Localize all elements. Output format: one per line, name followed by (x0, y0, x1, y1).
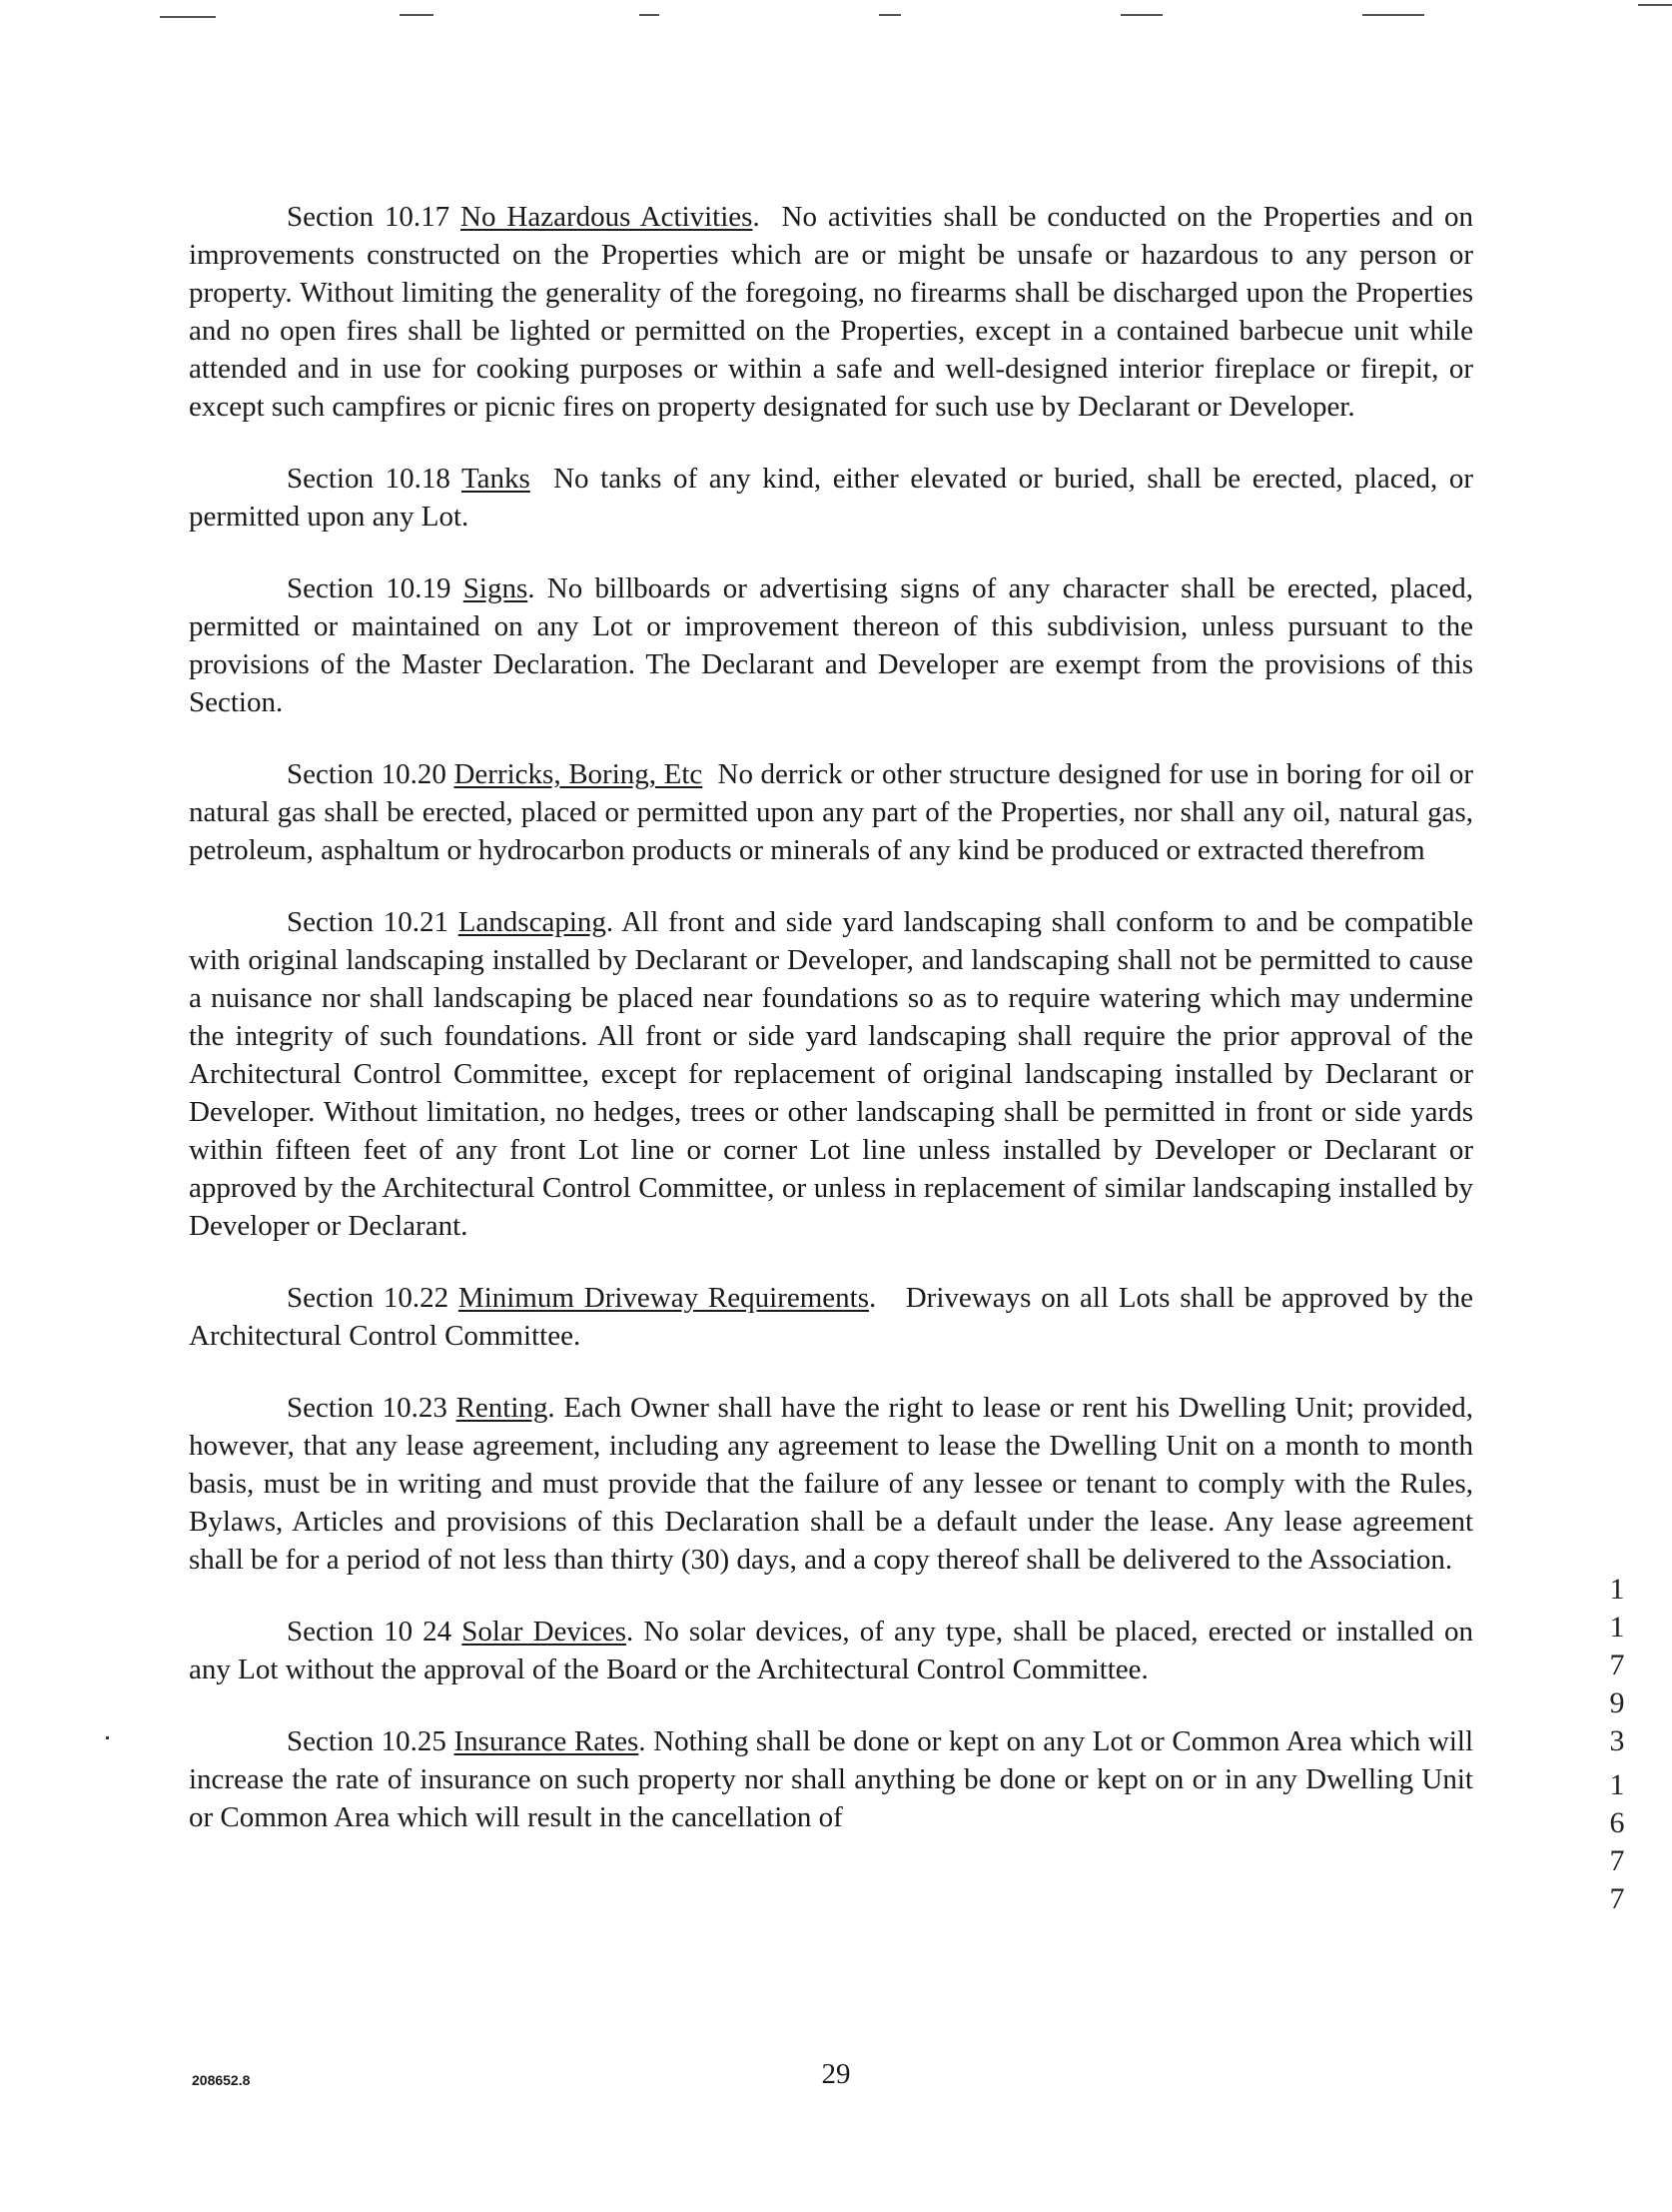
section-heading: Solar Devices (461, 1616, 627, 1648)
recording-number-bottom: 1 6 7 7 (1609, 1768, 1625, 1915)
section-heading: Minimum Driveway Requirements (457, 1282, 869, 1314)
section-10-24: Section 10 24 Solar Devices. No solar devices, of any type, shall be placed, erected or installed on any Lot without the approval of the Board or the Architectural Control Committee. (189, 1616, 1473, 1685)
section-10-23: Section 10.23 Renting. Each Owner shall have the right to lease or rent his Dwelling Unit; provided, however, that any lease agreement, including any agreement to lease the Dwelling Unit on a month to month basis, must be in writing and must provide that the failure of any lessee or tenant to comply with the Rules, Bylaws, Articles and provisions of this Declaration shall be a default under the lease. Any lease agreement shall be for a period of not less than thirty (30) days, and a copy thereof shall be delivered to the Association. (189, 1392, 1474, 1576)
section-text: Each Owner shall have the right to lease or rent his Dwelling Unit; provided, however, that any lease agreement, including any agreement to lease the Dwelling Unit on a month to month basis, must be in writing and must provide that the failure of any lessee or tenant to comply with the Rules, Bylaws, Articles and provisions of this Declaration shall be a default under the lease. Any lease agreement shall be for a period of not less than thirty (30) days, and a copy thereof shall be delivered to the Association. (189, 1392, 1474, 1576)
section-10-21: Section 10.21 Landscaping. All front and side yard landscaping shall conform to and be compatible with original landscaping installed by Declarant or Developer, and landscaping shall not be permitted to cause a nuisance nor shall landscaping be placed near foundations so as to require watering which may undermine the integrity of such foundations. All front or side yard landscaping shall require the prior approval of the Architectural Control Committee, except for replacement of original landscaping installed by Declarant or Developer. Without limitation, no hedges, trees or other landscaping shall be permitted in front or side yards within fifteen feet of any front Lot line or corner Lot line unless installed by Developer or Declarant or approved by the Architectural Control Committee, or unless in replacement of similar landscaping installed by Developer or Declarant. (189, 906, 1473, 1242)
section-heading: No Hazardous Activities (460, 201, 753, 233)
section-number: Section 10.19 (287, 572, 451, 604)
section-10-20 (189, 755, 1473, 869)
section-number: Section 10.22 (287, 1282, 449, 1314)
section-text: Driveways on all Lots shall be approved by the Architectural Control Committee. (189, 1282, 1473, 1352)
section-number: Section 10.25 (287, 1725, 446, 1757)
section-heading: Insurance Rates (453, 1725, 639, 1757)
section-number: Section 10.20 (287, 758, 446, 790)
section-text: Nothing shall be done or kept on any Lot or Common Area which will increase the rate of insurance on such property nor shall anything be done or kept on or in any Dwelling Unit or Common Area which will result in the cancellation of (189, 1725, 1474, 1833)
section-text: No billboards or advertising signs of any character shall be erected, placed, permitted or maintained on any Lot or improvement thereon of this subdivision, unless pursuant to the provisions of the Master Declaration. The Declarant and Developer are exempt from the provisions of this Section. (189, 572, 1473, 718)
section-text: No derrick or other structure designed for use in boring for oil or natural gas shall be erected, placed or permitted upon any part of the Properties, nor shall any oil, natural gas, petroleum, asphaltum or hydrocarbon products or minerals of any kind be produced or extracted therefrom (189, 758, 1474, 866)
section-heading: Renting (455, 1392, 548, 1424)
document-id: 208652.8 (192, 2072, 251, 2088)
section-10-19: Section 10.19 Signs. No billboards or advertising signs of any character shall be erected, placed, permitted or maintained on any Lot or improvement thereon of this subdivision, unless pursuant to the provisions of the Master Declaration. The Declarant and Developer are exempt from the provisions of this Section. (189, 572, 1473, 718)
section-text: All front and side yard landscaping shall conform to and be compatible with original landscaping installed by Declarant or Developer, and landscaping shall not be permitted to cause a nuisance nor shall landscaping be placed near foundations so as to require watering which may undermine the integrity of such foundations. All front or side yard landscaping shall require the prior approval of the Architectural Control Committee, except for replacement of original landscaping installed by Declarant or Developer. Without limitation, no hedges, trees or other landscaping shall be permitted in front or side yards within fifteen feet of any front Lot line or corner Lot line unless installed by Developer or Declarant or approved by the Architectural Control Committee, or unless in replacement of similar landscaping installed by Developer or Declarant. (189, 906, 1473, 1242)
scan-speck (106, 1736, 109, 1739)
section-text: No activities shall be conducted on the Properties and on improvements constructed on the Properties which are or might be unsafe or hazardous to any person or property. Without limiting the generality of the foregoing, no firearms shall be discharged upon the Properties and no open fires shall be lighted or permitted on the Properties, except in a contained barbecue unit while attended and in use for cooking purposes or within a safe and well-designed interior fireplace or firepit, or except such campfires or picnic fires on property designated for such use by Declarant or Developer. (189, 201, 1473, 423)
section-text: No tanks of any kind, either elevated or buried, shall be erected, placed, or permitted upon any Lot. (189, 463, 1473, 533)
section-number: Section 10.23 (287, 1392, 447, 1424)
document-body (189, 198, 1473, 1870)
section-number: Section 10.17 (287, 201, 450, 233)
section-heading: Derricks, Boring, Etc (453, 758, 703, 790)
section-heading: Tanks (460, 463, 530, 495)
section-10-22: Section 10.22 Minimum Driveway Requirements. Driveways on all Lots shall be approved by the Architectural Control Committee. (189, 1282, 1473, 1352)
scan-top-marks (0, 0, 1672, 30)
section-heading: Landscaping (457, 906, 606, 938)
section-number: Section 10.21 (287, 906, 448, 938)
section-number: Section 10.18 (287, 463, 450, 495)
section-10-18 (189, 460, 1473, 536)
recording-number-top: 1 1 7 9 3 (1609, 1573, 1625, 1757)
section-heading: Signs (462, 572, 528, 604)
section-10-25: Section 10.25 Insurance Rates. Nothing shall be done or kept on any Lot or Common Area which will increase the rate of insurance on such property nor shall anything be done or kept on or in any Dwelling Unit or Common Area which will result in the cancellation of (189, 1725, 1474, 1833)
section-10-17: Section 10.17 No Hazardous Activities. No activities shall be conducted on the Properties and on improvements constructed on the Properties which are or might be unsafe or hazardous to any person or property. Without limiting the generality of the foregoing, no firearms shall be discharged upon the Properties and no open fires shall be lighted or permitted on the Properties, except in a contained barbecue unit while attended and in use for cooking purposes or within a safe and well-designed interior fireplace or firepit, or except such campfires or picnic fires on property designated for such use by Declarant or Developer. (189, 201, 1473, 423)
section-number: Section 10 24 (287, 1616, 452, 1648)
section-text: No solar devices, of any type, shall be placed, erected or installed on any Lot without the approval of the Board or the Architectural Control Committee. (189, 1616, 1473, 1685)
page-number: 29 (821, 2058, 851, 2090)
